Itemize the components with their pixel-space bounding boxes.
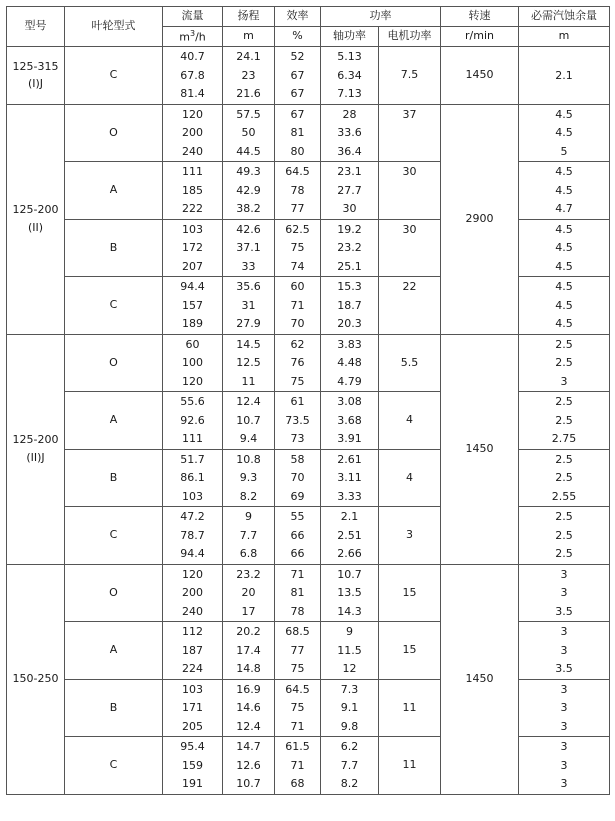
head-cell: 7.7	[223, 527, 275, 546]
pump-performance-table	[6, 6, 610, 795]
shaft-power-cell: 6.2	[321, 737, 379, 757]
flow-cell: 60	[163, 334, 223, 354]
shaft-power-cell: 4.79	[321, 373, 379, 392]
npsh-cell: 2.5	[519, 545, 610, 564]
efficiency-cell: 81	[275, 584, 321, 603]
flow-cell: 103	[163, 488, 223, 507]
table-row	[7, 392, 610, 412]
efficiency-cell: 62	[275, 334, 321, 354]
flow-cell: 55.6	[163, 392, 223, 412]
npsh-cell: 2.5	[519, 354, 610, 373]
flow-cell: 112	[163, 622, 223, 642]
header-efficiency-unit: %	[275, 27, 321, 47]
head-cell: 20	[223, 584, 275, 603]
motor-power-cell: 11	[379, 737, 441, 795]
shaft-power-cell: 11.5	[321, 642, 379, 661]
npsh-cell: 3	[519, 775, 610, 794]
speed-cell: 2900	[441, 104, 519, 334]
impeller-cell: C	[65, 507, 163, 565]
npsh-cell: 3	[519, 564, 610, 584]
model-variant: (I)J	[27, 77, 44, 91]
flow-cell: 100	[163, 354, 223, 373]
shaft-power-cell: 23.2	[321, 239, 379, 258]
header-power: 功率	[321, 7, 441, 27]
shaft-power-cell: 2.1	[321, 507, 379, 527]
model-cell	[7, 47, 65, 105]
motor-power-cell: 4	[379, 392, 441, 450]
efficiency-cell: 71	[275, 297, 321, 316]
header-efficiency: 效率	[275, 7, 321, 27]
head-cell: 42.9	[223, 182, 275, 201]
npsh-cell: 3.5	[519, 603, 610, 622]
motor-power-cell: 15	[379, 622, 441, 680]
table-row	[7, 104, 610, 124]
npsh-cell: 4.5	[519, 162, 610, 182]
head-cell: 49.3	[223, 162, 275, 182]
npsh-cell: 4.5	[519, 277, 610, 297]
flow-cell: 120	[163, 104, 223, 124]
efficiency-cell: 78	[275, 182, 321, 201]
npsh-cell: 4.5	[519, 297, 610, 316]
efficiency-cell: 62.5	[275, 219, 321, 239]
head-cell: 38.2	[223, 200, 275, 219]
impeller-cell: A	[65, 162, 163, 220]
head-cell: 42.6	[223, 219, 275, 239]
npsh-cell: 2.5	[519, 392, 610, 412]
header-model: 型号	[7, 7, 65, 47]
npsh-cell: 4.5	[519, 315, 610, 334]
npsh-cell: 3	[519, 718, 610, 737]
efficiency-cell: 58	[275, 449, 321, 469]
table-body	[7, 47, 610, 795]
npsh-cell: 3	[519, 679, 610, 699]
flow-cell: 78.7	[163, 527, 223, 546]
efficiency-cell: 55	[275, 507, 321, 527]
motor-power-cell: 30	[379, 162, 441, 220]
flow-cell: 120	[163, 373, 223, 392]
motor-power-cell: 15	[379, 564, 441, 622]
efficiency-cell: 70	[275, 469, 321, 488]
header-flow-unit	[163, 27, 223, 47]
shaft-power-cell: 33.6	[321, 124, 379, 143]
efficiency-cell: 67	[275, 85, 321, 104]
flow-cell: 200	[163, 124, 223, 143]
efficiency-cell: 76	[275, 354, 321, 373]
flow-unit-exponent: 3	[189, 28, 196, 38]
table-row	[7, 564, 610, 584]
speed-cell: 1450	[441, 334, 519, 564]
npsh-cell: 2.5	[519, 334, 610, 354]
flow-cell: 103	[163, 219, 223, 239]
model-cell	[7, 334, 65, 564]
npsh-cell: 2.5	[519, 449, 610, 469]
impeller-cell: B	[65, 679, 163, 737]
efficiency-cell: 68.5	[275, 622, 321, 642]
impeller-cell: C	[65, 277, 163, 335]
shaft-power-cell: 3.11	[321, 469, 379, 488]
shaft-power-cell: 20.3	[321, 315, 379, 334]
table-row	[7, 622, 610, 642]
header-speed-unit: r/min	[441, 27, 519, 47]
flow-cell: 185	[163, 182, 223, 201]
header-speed: 转速	[441, 7, 519, 27]
npsh-cell: 4.5	[519, 104, 610, 124]
head-cell: 9.3	[223, 469, 275, 488]
npsh-cell: 2.5	[519, 469, 610, 488]
impeller-cell: A	[65, 392, 163, 450]
head-cell: 20.2	[223, 622, 275, 642]
impeller-cell: O	[65, 564, 163, 622]
header-shaft-power: 轴功率	[321, 27, 379, 47]
flow-cell: 86.1	[163, 469, 223, 488]
flow-cell: 111	[163, 430, 223, 449]
shaft-power-cell: 7.3	[321, 679, 379, 699]
flow-cell: 191	[163, 775, 223, 794]
head-cell: 12.5	[223, 354, 275, 373]
efficiency-cell: 77	[275, 200, 321, 219]
npsh-cell: 2.5	[519, 527, 610, 546]
npsh-cell: 3.5	[519, 660, 610, 679]
shaft-power-cell: 27.7	[321, 182, 379, 201]
flow-cell: 189	[163, 315, 223, 334]
head-cell: 21.6	[223, 85, 275, 104]
head-cell: 44.5	[223, 143, 275, 162]
efficiency-cell: 75	[275, 660, 321, 679]
motor-power-cell: 3	[379, 507, 441, 565]
head-cell: 23.2	[223, 564, 275, 584]
shaft-power-cell: 28	[321, 104, 379, 124]
npsh-cell: 4.7	[519, 200, 610, 219]
flow-cell: 172	[163, 239, 223, 258]
flow-cell: 94.4	[163, 277, 223, 297]
model-name: 125-200	[12, 203, 59, 217]
table-row	[7, 277, 610, 297]
efficiency-cell: 64.5	[275, 679, 321, 699]
efficiency-cell: 74	[275, 258, 321, 277]
model-name: 125-200	[12, 433, 59, 447]
head-cell: 12.4	[223, 718, 275, 737]
flow-cell: 207	[163, 258, 223, 277]
flow-cell: 47.2	[163, 507, 223, 527]
flow-cell: 81.4	[163, 85, 223, 104]
model-name: 125-315	[12, 59, 59, 73]
shaft-power-cell: 19.2	[321, 219, 379, 239]
head-cell: 17	[223, 603, 275, 622]
head-cell: 14.6	[223, 699, 275, 718]
npsh-cell: 4.5	[519, 258, 610, 277]
speed-cell: 1450	[441, 47, 519, 105]
shaft-power-cell: 3.68	[321, 412, 379, 431]
head-cell: 17.4	[223, 642, 275, 661]
efficiency-cell: 71	[275, 564, 321, 584]
head-cell: 14.5	[223, 334, 275, 354]
table-row	[7, 679, 610, 699]
header-flow: 流量	[163, 7, 223, 27]
shaft-power-cell: 2.51	[321, 527, 379, 546]
impeller-cell: B	[65, 219, 163, 277]
model-cell	[7, 564, 65, 794]
shaft-power-cell: 9	[321, 622, 379, 642]
motor-power-cell: 30	[379, 219, 441, 277]
flow-cell: 200	[163, 584, 223, 603]
npsh-cell: 5	[519, 143, 610, 162]
head-cell: 9	[223, 507, 275, 527]
efficiency-cell: 73.5	[275, 412, 321, 431]
head-cell: 12.4	[223, 392, 275, 412]
npsh-cell: 4.5	[519, 124, 610, 143]
motor-power-cell: 37	[379, 104, 441, 162]
efficiency-cell: 61.5	[275, 737, 321, 757]
head-cell: 23	[223, 67, 275, 86]
header-npsh-unit: m	[519, 27, 610, 47]
efficiency-cell: 68	[275, 775, 321, 794]
header-npsh: 必需汽蚀余量	[519, 7, 610, 27]
npsh-cell: 4.5	[519, 182, 610, 201]
efficiency-cell: 71	[275, 718, 321, 737]
shaft-power-cell: 10.7	[321, 564, 379, 584]
speed-cell: 1450	[441, 564, 519, 794]
head-cell: 37.1	[223, 239, 275, 258]
model-cell	[7, 104, 65, 334]
shaft-power-cell: 9.8	[321, 718, 379, 737]
flow-cell: 240	[163, 603, 223, 622]
npsh-cell: 3	[519, 737, 610, 757]
flow-cell: 51.7	[163, 449, 223, 469]
head-cell: 12.6	[223, 757, 275, 776]
header-impeller: 叶轮型式	[65, 7, 163, 47]
motor-power-cell: 7.5	[379, 47, 441, 105]
shaft-power-cell: 18.7	[321, 297, 379, 316]
efficiency-cell: 64.5	[275, 162, 321, 182]
efficiency-cell: 75	[275, 699, 321, 718]
head-cell: 24.1	[223, 47, 275, 67]
head-cell: 57.5	[223, 104, 275, 124]
npsh-cell: 4.5	[519, 239, 610, 258]
head-cell: 6.8	[223, 545, 275, 564]
shaft-power-cell: 3.91	[321, 430, 379, 449]
efficiency-cell: 81	[275, 124, 321, 143]
flow-cell: 94.4	[163, 545, 223, 564]
flow-cell: 159	[163, 757, 223, 776]
flow-unit-m: m	[179, 30, 190, 44]
flow-cell: 222	[163, 200, 223, 219]
efficiency-cell: 80	[275, 143, 321, 162]
head-cell: 8.2	[223, 488, 275, 507]
impeller-cell: A	[65, 622, 163, 680]
head-cell: 14.8	[223, 660, 275, 679]
table-row	[7, 162, 610, 182]
flow-cell: 187	[163, 642, 223, 661]
efficiency-cell: 77	[275, 642, 321, 661]
npsh-cell	[519, 85, 610, 104]
table-row	[7, 507, 610, 527]
npsh-cell: 2.5	[519, 412, 610, 431]
flow-cell: 111	[163, 162, 223, 182]
shaft-power-cell: 36.4	[321, 143, 379, 162]
efficiency-cell: 78	[275, 603, 321, 622]
efficiency-cell: 75	[275, 373, 321, 392]
npsh-cell: 2.55	[519, 488, 610, 507]
flow-cell: 103	[163, 679, 223, 699]
impeller-cell: C	[65, 737, 163, 795]
head-cell: 10.7	[223, 775, 275, 794]
efficiency-cell: 66	[275, 545, 321, 564]
head-cell: 11	[223, 373, 275, 392]
impeller-cell: B	[65, 449, 163, 507]
shaft-power-cell: 14.3	[321, 603, 379, 622]
head-cell: 27.9	[223, 315, 275, 334]
shaft-power-cell: 15.3	[321, 277, 379, 297]
header-row-1	[7, 7, 610, 27]
npsh-cell: 3	[519, 642, 610, 661]
motor-power-cell: 22	[379, 277, 441, 335]
head-cell: 9.4	[223, 430, 275, 449]
motor-power-cell: 11	[379, 679, 441, 737]
flow-cell: 224	[163, 660, 223, 679]
flow-cell: 171	[163, 699, 223, 718]
shaft-power-cell: 8.2	[321, 775, 379, 794]
head-cell: 35.6	[223, 277, 275, 297]
flow-cell: 92.6	[163, 412, 223, 431]
head-cell: 10.7	[223, 412, 275, 431]
efficiency-cell: 69	[275, 488, 321, 507]
npsh-cell: 3	[519, 373, 610, 392]
head-cell: 50	[223, 124, 275, 143]
shaft-power-cell: 3.33	[321, 488, 379, 507]
efficiency-cell: 73	[275, 430, 321, 449]
efficiency-cell: 61	[275, 392, 321, 412]
npsh-cell: 2.1	[519, 67, 610, 86]
efficiency-cell: 67	[275, 104, 321, 124]
model-variant: (II)	[27, 221, 44, 234]
efficiency-cell: 52	[275, 47, 321, 67]
shaft-power-cell: 6.34	[321, 67, 379, 86]
model-name: 150-250	[12, 672, 59, 686]
impeller-cell: O	[65, 334, 163, 392]
npsh-cell: 4.5	[519, 219, 610, 239]
shaft-power-cell: 2.66	[321, 545, 379, 564]
shaft-power-cell: 12	[321, 660, 379, 679]
head-cell: 33	[223, 258, 275, 277]
motor-power-cell: 5.5	[379, 334, 441, 392]
efficiency-cell: 67	[275, 67, 321, 86]
shaft-power-cell: 7.7	[321, 757, 379, 776]
shaft-power-cell: 9.1	[321, 699, 379, 718]
efficiency-cell: 70	[275, 315, 321, 334]
npsh-cell: 2.5	[519, 507, 610, 527]
shaft-power-cell: 5.13	[321, 47, 379, 67]
header-head: 扬程	[223, 7, 275, 27]
flow-cell: 157	[163, 297, 223, 316]
efficiency-cell: 75	[275, 239, 321, 258]
efficiency-cell: 66	[275, 527, 321, 546]
model-variant: (II)J	[26, 451, 45, 464]
head-cell: 10.8	[223, 449, 275, 469]
npsh-cell: 2.75	[519, 430, 610, 449]
flow-cell: 120	[163, 564, 223, 584]
flow-cell: 40.7	[163, 47, 223, 67]
shaft-power-cell: 7.13	[321, 85, 379, 104]
table-row	[7, 219, 610, 239]
head-cell: 14.7	[223, 737, 275, 757]
motor-power-cell: 4	[379, 449, 441, 507]
table-row	[7, 737, 610, 757]
flow-cell: 240	[163, 143, 223, 162]
table-row	[7, 449, 610, 469]
head-cell: 31	[223, 297, 275, 316]
flow-cell: 205	[163, 718, 223, 737]
flow-cell: 67.8	[163, 67, 223, 86]
table-row	[7, 334, 610, 354]
table-row	[7, 47, 610, 67]
npsh-cell: 3	[519, 757, 610, 776]
shaft-power-cell: 2.61	[321, 449, 379, 469]
flow-cell: 95.4	[163, 737, 223, 757]
impeller-cell: C	[65, 47, 163, 105]
header-motor-power: 电机功率	[379, 27, 441, 47]
shaft-power-cell: 23.1	[321, 162, 379, 182]
efficiency-cell: 60	[275, 277, 321, 297]
shaft-power-cell: 4.48	[321, 354, 379, 373]
shaft-power-cell: 3.08	[321, 392, 379, 412]
npsh-cell: 3	[519, 622, 610, 642]
shaft-power-cell: 30	[321, 200, 379, 219]
flow-unit-h: /h	[195, 30, 206, 44]
impeller-cell: O	[65, 104, 163, 162]
shaft-power-cell: 3.83	[321, 334, 379, 354]
head-cell: 16.9	[223, 679, 275, 699]
npsh-cell: 3	[519, 584, 610, 603]
efficiency-cell: 71	[275, 757, 321, 776]
npsh-cell: 3	[519, 699, 610, 718]
npsh-cell	[519, 47, 610, 67]
shaft-power-cell: 25.1	[321, 258, 379, 277]
shaft-power-cell: 13.5	[321, 584, 379, 603]
header-head-unit: m	[223, 27, 275, 47]
